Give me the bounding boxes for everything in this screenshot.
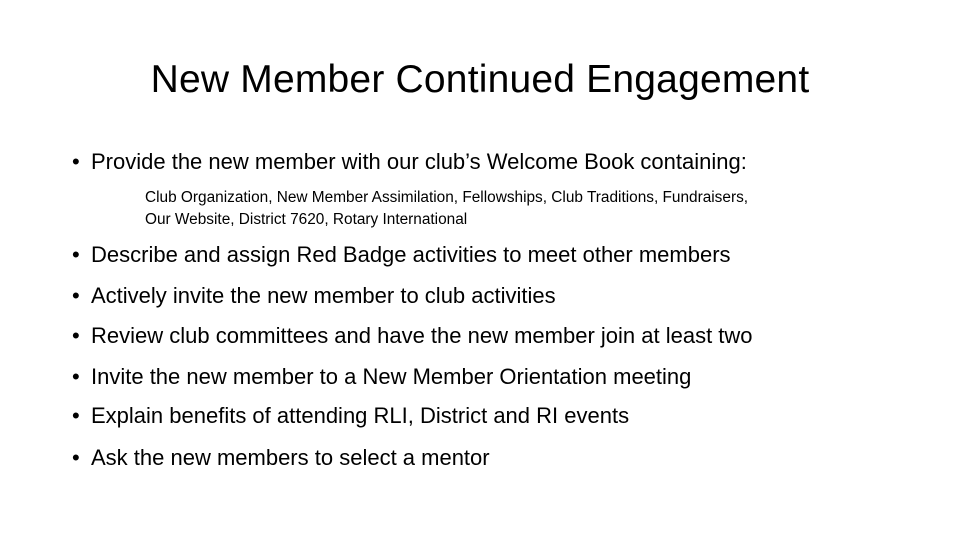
bullet-glyph: • bbox=[72, 242, 80, 267]
bullet-glyph: • bbox=[72, 283, 80, 308]
bullet-item bbox=[72, 322, 753, 350]
bullet-text: Invite the new member to a New Member Orientation meeting bbox=[91, 364, 692, 389]
bullet-glyph: • bbox=[72, 445, 80, 470]
bullet-text: Provide the new member with our club’s Welcome Book containing: bbox=[91, 149, 747, 174]
slide-title: New Member Continued Engagement bbox=[150, 58, 810, 101]
bullet-item bbox=[72, 148, 747, 176]
sub-line: Club Organization, New Member Assimilation, Fellowships, Club Traditions, Fundraisers, bbox=[145, 189, 749, 206]
bullet-text: Explain benefits of attending RLI, District and RI events bbox=[91, 403, 630, 428]
bullet-glyph: • bbox=[72, 149, 80, 174]
bullet-text: Ask the new members to select a mentor bbox=[91, 445, 490, 470]
bullet-item bbox=[72, 444, 490, 472]
bullet-text: Actively invite the new member to club activities bbox=[91, 283, 556, 308]
bullet-item bbox=[72, 363, 691, 391]
welcome-book-contents bbox=[145, 187, 748, 231]
bullet-glyph: • bbox=[72, 364, 80, 389]
bullet-glyph: • bbox=[72, 323, 80, 348]
bullet-glyph: • bbox=[72, 403, 80, 428]
bullet-item bbox=[72, 402, 629, 430]
bullet-item bbox=[72, 241, 731, 269]
bullet-text: Review club committees and have the new member join at least two bbox=[91, 323, 753, 348]
bullet-text: Describe and assign Red Badge activities to meet other members bbox=[91, 242, 731, 267]
bullet-item bbox=[72, 282, 556, 310]
sub-line: Our Website, District 7620, Rotary International bbox=[145, 211, 468, 228]
